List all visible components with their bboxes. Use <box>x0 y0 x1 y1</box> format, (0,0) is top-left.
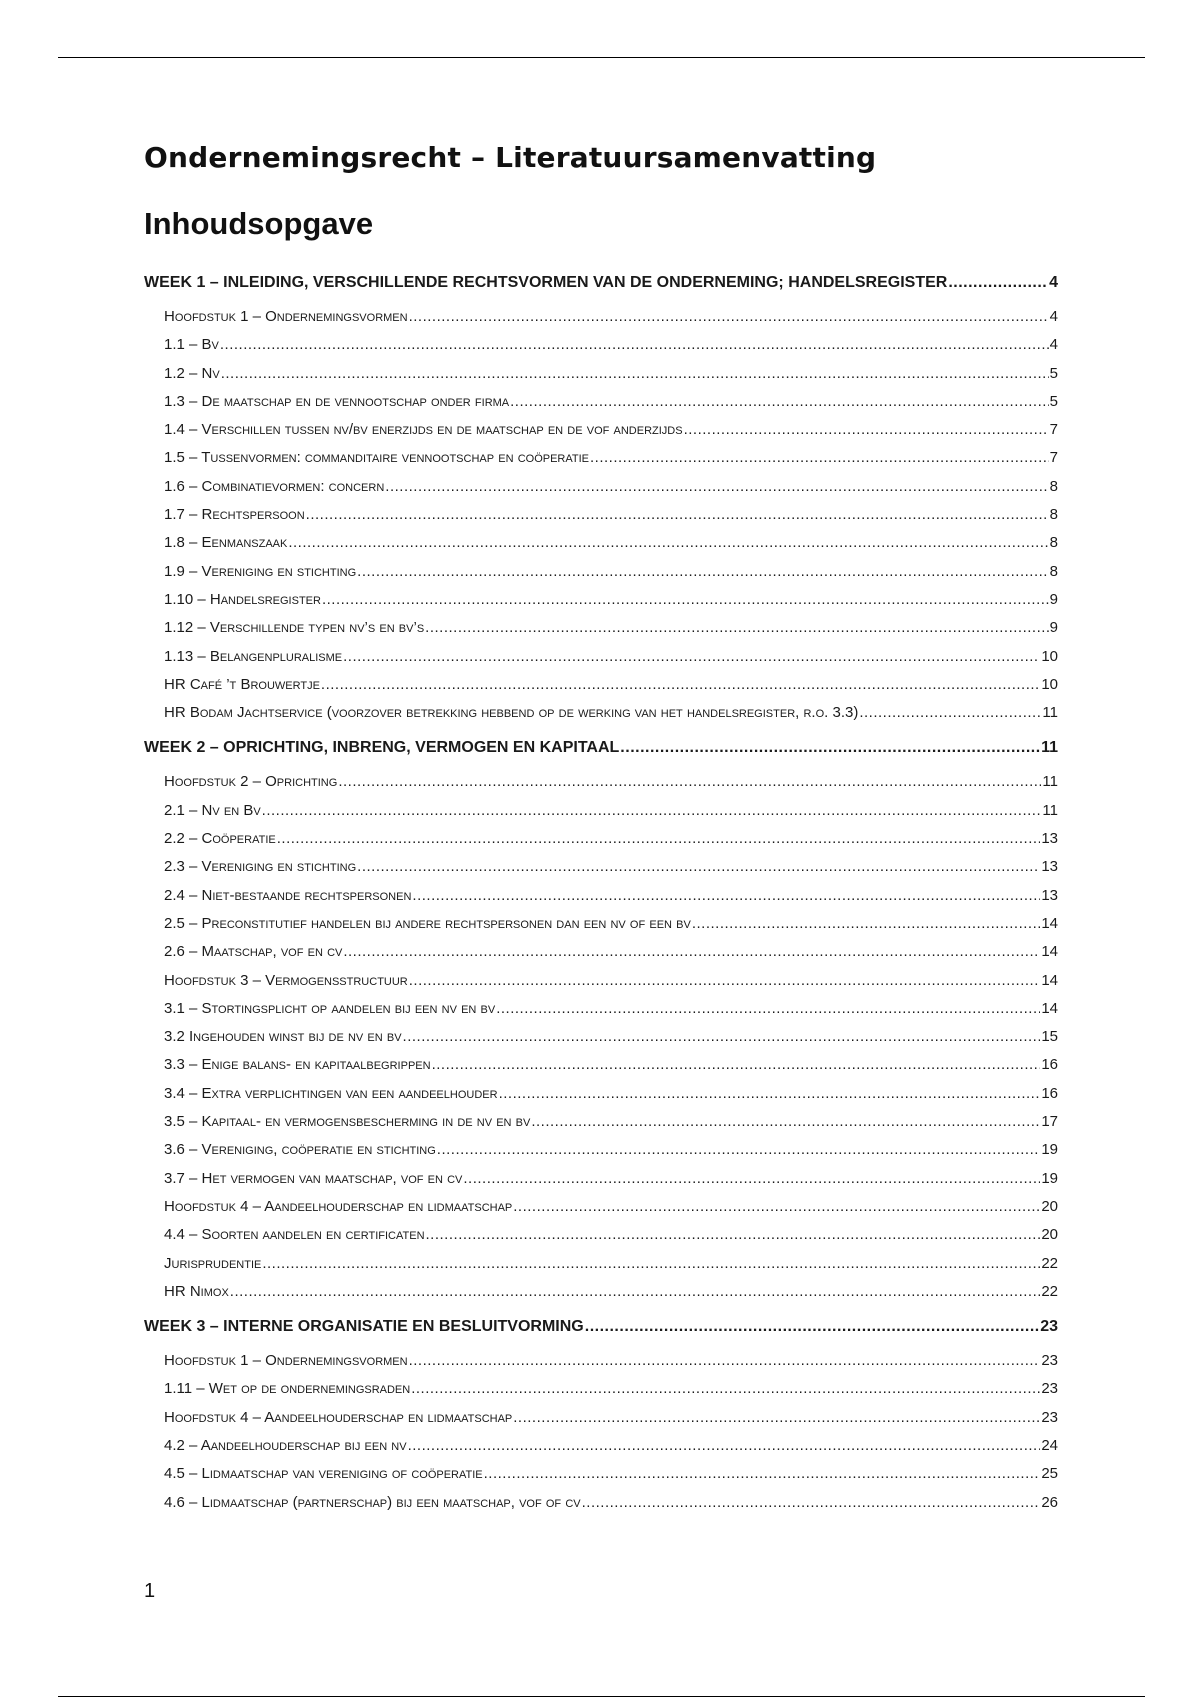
toc-entry-page: 20 <box>1041 1226 1058 1244</box>
toc-entry[interactable] <box>144 303 1058 331</box>
page-number: 1 <box>144 1580 156 1602</box>
toc-entry-label: Hoofdstuk 1 – Ondernemingsvormen <box>164 308 408 325</box>
toc-week-entry[interactable] <box>144 1306 1058 1347</box>
toc-entry-page: 16 <box>1041 1084 1058 1102</box>
toc-entry[interactable] <box>144 1489 1058 1517</box>
toc-entry-label: 1.5 – Tussenvormen: commanditaire vennootschap en coöperatie <box>164 449 589 467</box>
toc-entry-label: HR Café ’t Brouwertje <box>164 675 320 693</box>
toc-entry-page: 26 <box>1041 1493 1058 1511</box>
toc-entry[interactable] <box>144 671 1058 699</box>
document-title: Ondernemingsrecht – Literatuursamenvatting <box>144 141 877 174</box>
toc-dot-leader <box>412 882 1040 910</box>
toc-entry[interactable] <box>144 938 1058 966</box>
toc-entry-page: 23 <box>1041 1380 1058 1398</box>
toc-entry-label: 2.3 – Vereniging en stichting <box>164 858 357 876</box>
toc-entry-page: 13 <box>1041 858 1058 876</box>
toc-entry[interactable] <box>144 797 1058 825</box>
toc-entry-page: 17 <box>1041 1113 1058 1131</box>
toc-dot-leader <box>343 643 1040 671</box>
toc-dot-leader <box>385 473 1048 501</box>
toc-entry-label: 1.8 – Eenmanszaak <box>164 534 288 552</box>
toc-entry-page: 16 <box>1041 1056 1058 1074</box>
toc-entry-page: 13 <box>1041 830 1058 848</box>
toc-entry[interactable] <box>144 1193 1058 1221</box>
toc-dot-leader <box>692 910 1040 938</box>
toc-dot-leader <box>426 1221 1041 1249</box>
toc-entry-label: Hoofdstuk 3 – Vermogensstructuur <box>164 971 408 989</box>
toc-entry[interactable] <box>144 558 1058 586</box>
toc-entry-page: 8 <box>1049 477 1058 495</box>
toc-dot-leader <box>531 1108 1040 1136</box>
toc-dot-leader <box>338 768 1041 796</box>
toc-entry-page: 25 <box>1041 1465 1058 1483</box>
toc-entry[interactable] <box>144 768 1058 796</box>
footer-rule <box>58 1696 1145 1697</box>
toc-entry-page: 22 <box>1041 1254 1058 1272</box>
toc-dot-leader <box>513 1404 1040 1432</box>
toc-entry-page: 23 <box>1040 1318 1058 1336</box>
toc-entry-label: 3.4 – Extra verplichtingen van een aandeelhouder <box>164 1084 498 1102</box>
toc-entry[interactable] <box>144 1404 1058 1432</box>
toc-entry[interactable] <box>144 882 1058 910</box>
toc-entry-page: 24 <box>1041 1436 1058 1454</box>
toc-entry-page: 13 <box>1041 886 1058 904</box>
toc-entry[interactable] <box>144 1108 1058 1136</box>
toc-entry[interactable] <box>144 825 1058 853</box>
toc-dot-leader <box>582 1489 1041 1517</box>
toc-entry-page: 11 <box>1042 773 1058 791</box>
toc-entry-page: 8 <box>1049 562 1058 580</box>
toc-entry-label: Hoofdstuk 4 – Aandeelhouderschap en lidmaatschap <box>164 1408 513 1426</box>
toc-dot-leader <box>948 262 1048 303</box>
toc-entry-page: 11 <box>1042 704 1058 722</box>
toc-entry-label: HR Bodam Jachtservice (voorzover betrekking hebbend op de werking van het handelsregister, r.o. 3.3) <box>164 704 859 722</box>
toc-entry[interactable] <box>144 1278 1058 1306</box>
toc-dot-leader <box>220 331 1049 359</box>
toc-dot-leader <box>357 853 1040 881</box>
toc-entry[interactable] <box>144 586 1058 614</box>
toc-entry-page: 7 <box>1049 421 1058 439</box>
toc-dot-leader <box>620 727 1040 768</box>
toc-dot-leader <box>463 1165 1040 1193</box>
toc-dot-leader <box>409 967 1041 995</box>
toc-entry[interactable] <box>144 501 1058 529</box>
toc-entry[interactable] <box>144 643 1058 671</box>
toc-entry-label: 4.6 – Lidmaatschap (partnerschap) bij een maatschap, vof of cv <box>164 1493 581 1511</box>
toc-week-entry[interactable] <box>144 262 1058 303</box>
toc-dot-leader <box>343 938 1040 966</box>
toc-entry-page: 7 <box>1049 449 1058 467</box>
toc-entry-page: 23 <box>1041 1408 1058 1426</box>
toc-entry-page: 4 <box>1049 308 1058 325</box>
toc-entry-page: 19 <box>1041 1141 1058 1159</box>
toc-entry-page: 5 <box>1049 364 1058 382</box>
toc-dot-leader <box>221 360 1049 388</box>
toc-entry-page: 11 <box>1041 739 1058 757</box>
toc-entry-label: 1.6 – Combinatievormen: concern <box>164 477 385 495</box>
toc-entry-label: 2.4 – Niet-bestaande rechtspersonen <box>164 886 412 904</box>
toc-entry-page: 9 <box>1049 590 1058 608</box>
toc-dot-leader <box>437 1136 1041 1164</box>
toc-dot-leader <box>432 1051 1041 1079</box>
toc-entry-page: 11 <box>1042 801 1058 819</box>
toc-entry[interactable] <box>144 1347 1058 1375</box>
toc-dot-leader <box>684 416 1049 444</box>
toc-dot-leader <box>357 558 1049 586</box>
toc-entry-label: HR Nimox <box>164 1282 229 1300</box>
toc-entry-label: 3.2 Ingehouden winst bij de nv en bv <box>164 1028 402 1046</box>
toc-entry[interactable] <box>144 967 1058 995</box>
toc-dot-leader <box>585 1306 1039 1347</box>
toc-entry-label: 1.4 – Verschillen tussen nv/bv enerzijds en de maatschap en de vof anderzijds <box>164 421 683 439</box>
toc-entry-label: 1.9 – Vereniging en stichting <box>164 562 357 580</box>
table-of-contents <box>144 262 1058 1517</box>
toc-entry-label: 2.6 – Maatschap, vof en cv <box>164 943 343 961</box>
toc-week-entry[interactable] <box>144 727 1058 768</box>
toc-entry[interactable] <box>144 360 1058 388</box>
toc-dot-leader <box>513 1193 1040 1221</box>
toc-entry-label: WEEK 3 – INTERNE ORGANISATIE EN BESLUITVORMING <box>144 1318 584 1336</box>
toc-entry-label: 1.3 – De maatschap en de vennootschap onder firma <box>164 392 510 410</box>
toc-entry-page: 14 <box>1041 971 1058 989</box>
toc-dot-leader <box>590 444 1049 472</box>
toc-entry[interactable] <box>144 1051 1058 1079</box>
toc-entry-page: 22 <box>1041 1282 1058 1300</box>
toc-entry[interactable] <box>144 910 1058 938</box>
toc-entry-page: 5 <box>1049 392 1058 410</box>
toc-entry[interactable] <box>144 331 1058 359</box>
toc-entry[interactable] <box>144 853 1058 881</box>
toc-dot-leader <box>425 614 1049 642</box>
toc-entry[interactable] <box>144 416 1058 444</box>
toc-dot-leader <box>859 699 1041 727</box>
toc-entry-label: Hoofdstuk 2 – Oprichting <box>164 773 338 791</box>
toc-entry-label: Hoofdstuk 4 – Aandeelhouderschap en lidmaatschap <box>164 1197 513 1215</box>
toc-entry-page: 4 <box>1049 274 1058 291</box>
toc-entry-label: 1.10 – Handelsregister <box>164 590 321 608</box>
toc-entry-label: 1.11 – Wet op de ondernemingsraden <box>164 1380 411 1398</box>
toc-entry[interactable] <box>144 1080 1058 1108</box>
toc-entry-label: 1.13 – Belangenpluralisme <box>164 647 343 665</box>
toc-dot-leader <box>288 529 1048 557</box>
toc-entry[interactable] <box>144 1136 1058 1164</box>
toc-entry-page: 14 <box>1041 914 1058 932</box>
toc-dot-leader <box>277 825 1041 853</box>
toc-entry[interactable] <box>144 699 1058 727</box>
toc-entry[interactable] <box>144 529 1058 557</box>
toc-entry-page: 19 <box>1041 1169 1058 1187</box>
document-body <box>144 130 1058 1517</box>
toc-dot-leader <box>403 1023 1041 1051</box>
toc-entry-page: 15 <box>1041 1028 1058 1046</box>
toc-dot-leader <box>321 671 1040 699</box>
toc-entry[interactable] <box>144 1375 1058 1403</box>
toc-entry[interactable] <box>144 388 1058 416</box>
toc-dot-leader <box>262 797 1042 825</box>
toc-dot-leader <box>230 1278 1041 1306</box>
toc-entry[interactable] <box>144 473 1058 501</box>
toc-dot-leader <box>322 586 1049 614</box>
toc-entry[interactable] <box>144 614 1058 642</box>
toc-dot-leader <box>408 1432 1041 1460</box>
toc-dot-leader <box>306 501 1049 529</box>
toc-entry-page: 20 <box>1041 1197 1058 1215</box>
toc-entry-label: 2.2 – Coöperatie <box>164 830 276 848</box>
toc-entry-page: 23 <box>1041 1352 1058 1370</box>
toc-entry-label: 1.12 – Verschillende typen nv’s en bv’s <box>164 619 425 637</box>
toc-dot-leader <box>411 1375 1040 1403</box>
toc-dot-leader <box>262 1250 1040 1278</box>
toc-entry-label: 4.4 – Soorten aandelen en certificaten <box>164 1226 425 1244</box>
toc-entry-label: 1.7 – Rechtspersoon <box>164 506 305 524</box>
toc-entry-page: 10 <box>1041 675 1058 693</box>
toc-entry[interactable] <box>144 1221 1058 1249</box>
toc-entry[interactable] <box>144 1165 1058 1193</box>
toc-entry-label: 3.1 – Stortingsplicht op aandelen bij een nv en bv <box>164 999 496 1017</box>
toc-entry-label: 3.5 – Kapitaal- en vermogensbescherming in de nv en bv <box>164 1113 531 1131</box>
toc-entry-label: Hoofdstuk 1 – Ondernemingsvormen <box>164 1352 408 1370</box>
toc-entry[interactable] <box>144 1432 1058 1460</box>
toc-entry[interactable] <box>144 995 1058 1023</box>
toc-dot-leader <box>484 1460 1041 1488</box>
toc-entry[interactable] <box>144 1250 1058 1278</box>
toc-dot-leader <box>499 1080 1041 1108</box>
toc-entry[interactable] <box>144 1460 1058 1488</box>
toc-dot-leader <box>409 1347 1041 1375</box>
toc-entry-label: 3.7 – Het vermogen van maatschap, vof en cv <box>164 1169 463 1187</box>
toc-entry-page: 9 <box>1049 619 1058 637</box>
toc-entry-label: 2.1 – Nv en Bv <box>164 801 261 819</box>
toc-entry-page: 10 <box>1041 647 1058 665</box>
toc-entry-label: 1.2 – Nv <box>164 364 220 382</box>
toc-entry[interactable] <box>144 444 1058 472</box>
toc-entry-page: 8 <box>1049 534 1058 552</box>
toc-entry-label: 1.1 – Bv <box>164 336 219 354</box>
toc-entry-label: Jurisprudentie <box>164 1254 262 1272</box>
toc-entry[interactable] <box>144 1023 1058 1051</box>
header-rule <box>58 57 1145 58</box>
toc-entry-page: 14 <box>1041 999 1058 1017</box>
toc-dot-leader <box>409 303 1049 331</box>
toc-entry-label: WEEK 1 – INLEIDING, VERSCHILLENDE RECHTSVORMEN VAN DE ONDERNEMING; HANDELSREGISTER <box>144 274 948 291</box>
toc-heading: Inhoudsopgave <box>144 206 374 241</box>
toc-entry-page: 14 <box>1041 943 1058 961</box>
toc-entry-label: 4.2 – Aandeelhouderschap bij een nv <box>164 1436 407 1454</box>
toc-entry-page: 8 <box>1049 506 1058 524</box>
toc-dot-leader <box>496 995 1040 1023</box>
toc-entry-label: 2.5 – Preconstitutief handelen bij andere rechtspersonen dan een nv of een bv <box>164 914 691 932</box>
toc-entry-label: WEEK 2 – OPRICHTING, INBRENG, VERMOGEN EN KAPITAAL <box>144 739 620 757</box>
toc-entry-page: 4 <box>1049 336 1058 354</box>
toc-dot-leader <box>510 388 1049 416</box>
toc-entry-label: 4.5 – Lidmaatschap van vereniging of coöperatie <box>164 1465 483 1483</box>
toc-entry-label: 3.6 – Vereniging, coöperatie en stichting <box>164 1141 436 1159</box>
toc-entry-label: 3.3 – Enige balans- en kapitaalbegrippen <box>164 1056 431 1074</box>
